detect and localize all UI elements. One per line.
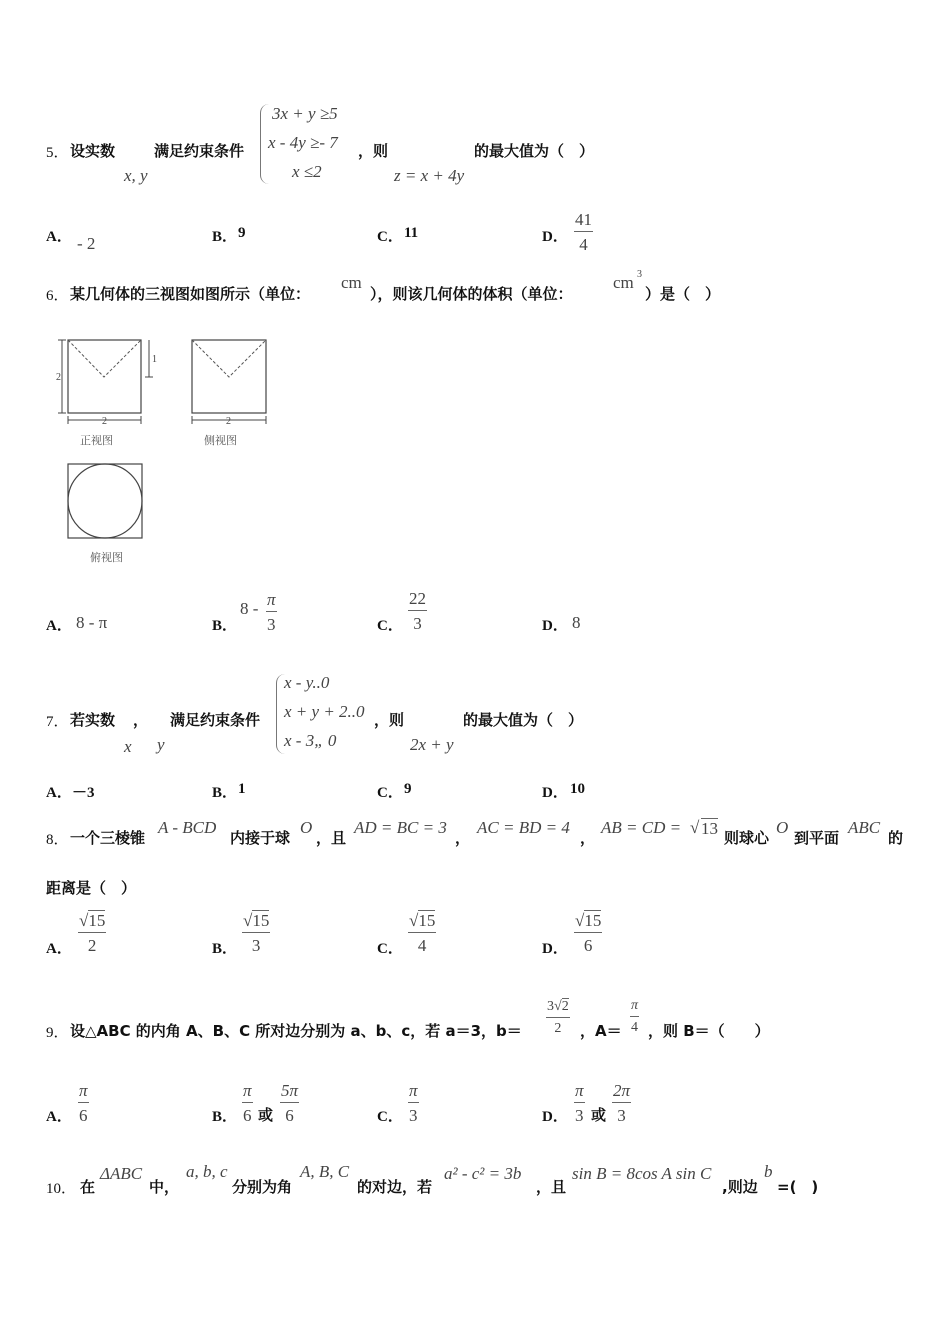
q8-option-c-fraction (408, 912, 436, 954)
q8-stem: 一个三棱锥 (70, 829, 146, 847)
q7-stem: 满足约束条件 (170, 711, 261, 729)
fraction-denominator: 6 (285, 1106, 294, 1125)
q7-option-a-label: A． (46, 785, 72, 801)
fraction-numerator (546, 1000, 570, 1018)
fraction-numerator: 22 (408, 590, 427, 611)
q10-sides: a, b, c (186, 1162, 228, 1181)
fraction-denominator: 2 (554, 1021, 562, 1036)
q7-option-a: －3 (72, 785, 95, 801)
fraction-denominator: 6 (243, 1106, 252, 1125)
q10-stem: 的对边，若 (357, 1178, 433, 1196)
side-view (192, 340, 266, 447)
fraction-denominator: 4 (579, 235, 588, 254)
fraction-denominator: 3 (617, 1106, 626, 1125)
q9-or: 或 (591, 1106, 607, 1124)
q5-option-b: 9 (238, 225, 246, 241)
top-view (68, 464, 142, 564)
q9-stem: ，A＝ (580, 1022, 622, 1040)
q10-number: 10． (46, 1181, 77, 1197)
q7-option-b: 1 (238, 781, 246, 797)
q8-stem: 的 (888, 829, 904, 847)
fraction-denominator: 3 (251, 936, 261, 955)
q6-option-c-label: C． (377, 618, 403, 634)
q8-stem: 到平面 (794, 829, 840, 847)
q10-stem: ，且 (536, 1178, 567, 1196)
q7-option-b-label: B． (212, 785, 238, 801)
q5-stem: 设实数 (70, 142, 116, 160)
q6-option-b-fraction (266, 591, 277, 633)
fraction-numerator: π (242, 1082, 253, 1103)
fraction-numerator: 2π (612, 1082, 631, 1103)
q8-stem: 则球心 (724, 829, 770, 847)
q6-option-d-label: D． (542, 618, 568, 634)
fraction-numerator: π (630, 999, 639, 1017)
q8-option-d-fraction (574, 912, 602, 954)
fraction-denominator: 2 (87, 936, 97, 955)
q9-or: 或 (258, 1106, 274, 1124)
fraction-numerator: π (408, 1082, 419, 1103)
dimension-label: 2 (56, 372, 61, 383)
q10-stem: 在 (80, 1178, 96, 1196)
q7-var: x (124, 737, 132, 756)
q10-stem: ,则边 (722, 1178, 758, 1196)
q5-stem: 的最大值为（ ） (474, 142, 595, 160)
q9-stem: ，则 B＝（ ） (648, 1022, 770, 1040)
q9-option-a-label: A． (46, 1109, 72, 1125)
fraction-denominator: 6 (583, 936, 593, 955)
front-view-label: 正视图 (80, 435, 113, 447)
q9-option-b-label: B． (212, 1109, 238, 1125)
q6-stem: 某几何体的三视图如图所示（单位： (70, 285, 311, 303)
q8-condition: AD = BC = 3 (354, 818, 447, 837)
q5-option-a: - 2 (77, 234, 96, 253)
q10-equation: sin B = 8cos A sin C (572, 1164, 712, 1183)
q5-option-c: 11 (404, 225, 419, 241)
q9-option-b-fraction (280, 1082, 299, 1124)
fraction-numerator: π (78, 1082, 89, 1103)
q6-option-c-fraction (408, 590, 427, 632)
q5-stem: ，则 (358, 142, 389, 160)
radicand: 2 (561, 999, 569, 1014)
q9-option-d-fraction (612, 1082, 631, 1124)
q6-option-b-prefix: 8 - (240, 599, 259, 618)
fraction-numerator: 5π (280, 1082, 299, 1103)
radicand: 15 (584, 911, 602, 930)
q7-option-d: 10 (570, 781, 585, 797)
sqrt-sign: √ (79, 911, 89, 930)
q8-condition-radicand: 13 (701, 819, 718, 838)
dimension-label: 1 (152, 354, 157, 365)
q5-objective: z = x + 4y (394, 166, 465, 185)
q8-stem: ， (580, 829, 596, 847)
fraction-numerator (242, 912, 270, 933)
sqrt-sign: √ (690, 818, 700, 837)
q8-stem: ， (455, 829, 471, 847)
q5-stem: 满足约束条件 (154, 142, 245, 160)
q8-sphere: O (300, 818, 313, 837)
fraction-denominator: 4 (417, 936, 427, 955)
side-view-label: 侧视图 (204, 435, 237, 447)
q7-stem: 若实数 (70, 711, 116, 729)
q7-stem: ， (133, 711, 149, 729)
q10-stem: 分别为角 (232, 1178, 293, 1196)
fraction-numerator: 41 (574, 211, 593, 232)
front-view (56, 340, 157, 447)
q8-condition: AB = CD = (601, 818, 682, 837)
q7-stem: ，则 (374, 711, 405, 729)
fraction-numerator: π (266, 591, 277, 612)
q7-constraint: x - 3„ 0 (284, 731, 337, 750)
q10-stem: =( ) (777, 1178, 819, 1196)
q8-option-a-fraction (78, 912, 106, 954)
q8-tetrahedron: A - BCD (158, 818, 217, 837)
fraction-denominator: 3 (575, 1106, 584, 1125)
fraction-denominator: 6 (79, 1106, 88, 1125)
q5-option-c-label: C． (377, 229, 403, 245)
q9-option-d-label: D． (542, 1109, 568, 1125)
q6-stem: ），则该几何体的体积（单位： (370, 285, 573, 303)
coefficient: 3 (547, 999, 554, 1014)
q6-unit: cm (341, 273, 362, 292)
q5-vars: x, y (124, 166, 148, 185)
q7-option-c-label: C． (377, 785, 403, 801)
q6-unit: cm (613, 273, 634, 292)
q5-number: 5． (46, 145, 69, 161)
q10-stem: 中， (149, 1178, 180, 1196)
fraction-numerator (408, 912, 436, 933)
q10-angles: A, B, C (300, 1162, 350, 1181)
q9-a-fraction (630, 999, 639, 1035)
q5-constraint: 3x + y ≥5 (272, 104, 338, 123)
q8-option-d-label: D． (542, 941, 568, 957)
sqrt-sign: √ (243, 911, 253, 930)
q6-option-a: 8 - π (76, 613, 108, 632)
q9-number: 9． (46, 1025, 69, 1041)
radicand: 15 (418, 911, 436, 930)
q9-option-d-fraction (574, 1082, 585, 1124)
sqrt-sign: √ (554, 999, 562, 1014)
dimension-label: 2 (226, 416, 231, 427)
q9-b-fraction (546, 1000, 570, 1036)
q6-stem: ）是（ ） (645, 285, 721, 303)
sqrt-sign: √ (409, 911, 419, 930)
q10-equation: a² - c² = 3b (444, 1164, 522, 1183)
q8-option-c-label: C． (377, 941, 403, 957)
radicand: 15 (252, 911, 270, 930)
q6-option-d: 8 (572, 613, 581, 632)
q5-constraint: x - 4y ≥- 7 (268, 133, 338, 152)
q5-option-d-label: D． (542, 229, 568, 245)
q8-option-a-label: A． (46, 941, 72, 957)
q7-stem: 的最大值为（ ） (463, 711, 584, 729)
q10-var-b: b (764, 1162, 773, 1181)
q9-option-b-fraction (242, 1082, 253, 1124)
q8-number: 8． (46, 832, 69, 848)
q6-number: 6． (46, 288, 69, 304)
sqrt-sign: √ (575, 911, 585, 930)
q8-stem: ，且 (316, 829, 347, 847)
fraction-denominator: 3 (267, 615, 276, 634)
q10-triangle: ΔABC (100, 1164, 143, 1183)
fraction-numerator (78, 912, 106, 933)
q7-constraint: x - y..0 (284, 673, 330, 692)
q9-stem: 设△ABC 的内角 A、B、C 所对边分别为 a、b、c，若 a＝3，b＝ (70, 1022, 522, 1040)
q7-option-c: 9 (404, 781, 412, 797)
q8-stem: 内接于球 (230, 829, 291, 847)
fraction-denominator: 4 (631, 1020, 638, 1035)
q7-objective: 2x + y (410, 735, 454, 754)
q8-plane: ABC (848, 818, 881, 837)
q7-option-d-label: D． (542, 785, 568, 801)
q6-unit-exponent: 3 (637, 269, 642, 280)
q9-option-c-label: C． (377, 1109, 403, 1125)
q7-number: 7． (46, 714, 69, 730)
q8-option-b-fraction (242, 912, 270, 954)
q5-option-a-label: A． (46, 229, 72, 245)
q7-var: y (157, 735, 165, 754)
fraction-denominator: 3 (409, 1106, 418, 1125)
top-view-label: 俯视图 (90, 552, 123, 564)
q6-option-a-label: A． (46, 618, 72, 634)
q8-center: O (776, 818, 789, 837)
q5-option-d (574, 211, 593, 253)
radicand: 15 (88, 911, 106, 930)
q7-constraint: x + y + 2..0 (284, 702, 365, 721)
dimension-label: 2 (102, 416, 107, 427)
q9-option-a-fraction (78, 1082, 89, 1124)
q6-option-b-label: B． (212, 618, 238, 634)
fraction-numerator: π (574, 1082, 585, 1103)
q9-option-c-fraction (408, 1082, 419, 1124)
q5-option-b-label: B． (212, 229, 238, 245)
three-view-figure (44, 328, 284, 573)
q8-stem: 距离是（ ） (46, 879, 137, 897)
fraction-numerator (574, 912, 602, 933)
q8-option-b-label: B． (212, 941, 238, 957)
q5-constraint: x ≤2 (292, 162, 322, 181)
fraction-denominator: 3 (413, 614, 422, 633)
q8-condition: AC = BD = 4 (477, 818, 570, 837)
